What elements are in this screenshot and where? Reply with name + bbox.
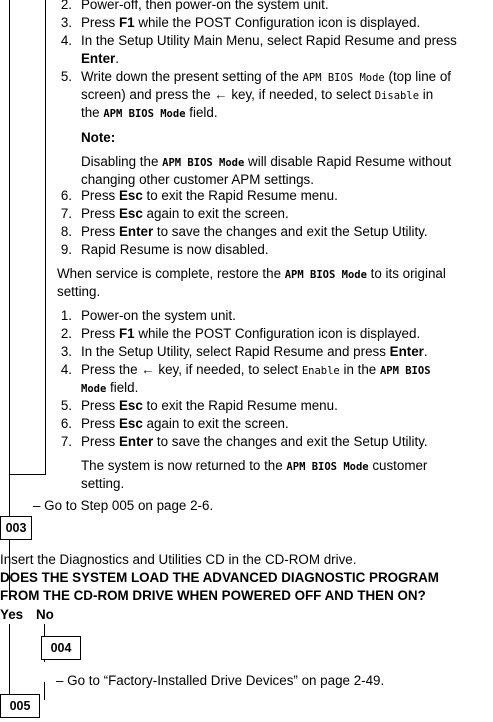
- step-004-line: [44, 682, 45, 700]
- list-item-cont: Enter.: [81, 51, 119, 66]
- list-number: 7.: [60, 206, 72, 221]
- list-item: Press Esc to exit the Rapid Resume menu.: [81, 398, 338, 413]
- insert-cd-instruction: Insert the Diagnostics and Utilities CD in the CD-ROM drive.: [0, 552, 357, 567]
- list-item: Press Enter to save the changes and exit the Setup Utility.: [81, 434, 428, 449]
- list-number: 3.: [60, 344, 72, 359]
- question-line-1: DOES THE SYSTEM LOAD THE ADVANCED DIAGNOSTIC PROGRAM: [0, 570, 439, 585]
- list-item: In the Setup Utility Main Menu, select Rapid Resume and press: [81, 33, 457, 48]
- list-number: 6.: [60, 416, 72, 431]
- list-item-cont: screen) and press the ← key, if needed, to select Disable in: [81, 87, 434, 102]
- list-item: Press Esc again to exit the screen.: [81, 206, 289, 221]
- list-item: Press the ← key, if needed, to select Enable in the APM BIOS: [81, 362, 431, 377]
- goto-factory-installed-link[interactable]: – Go to “Factory-Installed Drive Devices” on page 2-49.: [56, 673, 385, 688]
- list-item: Power-on the system unit.: [81, 308, 236, 323]
- note-text: Disabling the APM BIOS Mode will disable Rapid Resume without: [81, 154, 452, 169]
- yes-branch-line: [9, 624, 10, 652]
- question-line-2: FROM THE CD-ROM DRIVE WHEN POWERED OFF AND THEN ON?: [0, 588, 426, 603]
- returned-text-cont: setting.: [81, 476, 125, 491]
- list-number: 4.: [60, 33, 72, 48]
- list-number: 8.: [60, 224, 72, 239]
- list-number: 2.: [60, 326, 72, 341]
- list-item: In the Setup Utility, select Rapid Resume and press Enter.: [81, 344, 428, 359]
- flow-line-outer: [9, 0, 10, 593]
- returned-text: The system is now returned to the APM BIOS Mode customer: [81, 458, 428, 473]
- step-005-box: 005: [0, 694, 40, 718]
- list-number: 2.: [60, 0, 72, 12]
- list-item: Power-off, then power-on the system unit.: [81, 0, 329, 12]
- flow-line-inner: [45, 0, 46, 475]
- list-number: 3.: [60, 15, 72, 30]
- list-item: Press F1 while the POST Configuration icon is displayed.: [81, 15, 421, 30]
- list-number: 5.: [60, 69, 72, 84]
- restore-text-cont: setting.: [57, 284, 101, 299]
- list-item: Press Enter to save the changes and exit the Setup Utility.: [81, 224, 428, 239]
- yes-flow-line: [9, 648, 10, 696]
- list-number: 9.: [60, 242, 72, 257]
- list-item-cont: the APM BIOS Mode field.: [81, 105, 218, 120]
- branch-tick: [9, 474, 46, 475]
- yes-label: Yes: [0, 607, 24, 622]
- list-number: 5.: [60, 398, 72, 413]
- list-item: Rapid Resume is now disabled.: [81, 242, 269, 257]
- list-item: Press F1 while the POST Configuration icon is displayed.: [81, 326, 421, 341]
- step-003-box: 003: [0, 516, 32, 540]
- list-number: 1.: [60, 308, 72, 323]
- list-item: Write down the present setting of the APM BIOS Mode (top line of: [81, 69, 452, 84]
- list-number: 4.: [60, 362, 72, 377]
- list-number: 6.: [60, 188, 72, 203]
- restore-text: When service is complete, restore the APM BIOS Mode to its original: [57, 266, 446, 281]
- list-item: Press Esc again to exit the screen.: [81, 416, 289, 431]
- note-text-cont: changing other customer APM settings.: [81, 172, 314, 187]
- no-label: No: [36, 607, 54, 622]
- note-heading: Note:: [81, 130, 116, 145]
- step-004-box: 004: [41, 636, 81, 660]
- list-item-cont: Mode field.: [81, 380, 139, 395]
- list-number: 7.: [60, 434, 72, 449]
- goto-step-005-link[interactable]: – Go to Step 005 on page 2-6.: [33, 498, 214, 513]
- list-item: Press Esc to exit the Rapid Resume menu.: [81, 188, 338, 203]
